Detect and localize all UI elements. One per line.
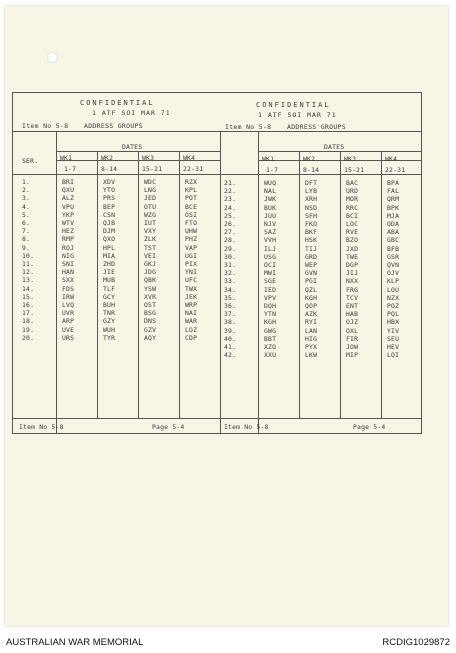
address-group-cell: GCY: [103, 292, 116, 301]
address-group-cell: JXD: [346, 244, 359, 253]
address-group-cell: PGI: [305, 277, 318, 286]
address-group-cell: NXX: [346, 277, 359, 286]
serial-number: 32.: [224, 269, 237, 278]
address-group-cell: IRW: [62, 292, 75, 301]
address-group-cell: PIX: [185, 260, 198, 268]
address-group-cell: JUU: [264, 211, 277, 220]
address-group-cell: UGI: [185, 251, 198, 260]
address-group-cell: HEZ: [62, 227, 75, 236]
address-group-cell: MWI: [264, 269, 277, 278]
address-group-cell: DNS: [144, 317, 157, 326]
serial-number: 19.: [22, 325, 35, 334]
right-classification-title: CONFIDENTIAL: [256, 101, 331, 109]
address-group-cell: WEP: [305, 261, 318, 269]
date-range-header: 15-21: [344, 166, 365, 174]
table-header-rule: [12, 174, 422, 175]
address-group-cell: KGH: [305, 293, 318, 302]
address-group-cell: SFH: [305, 211, 318, 220]
serial-number: 33.: [224, 277, 237, 286]
address-group-cell: SGE: [264, 277, 277, 286]
address-group-cell: ABA: [387, 228, 400, 237]
col-divider: [56, 131, 57, 434]
address-group-cell: MIA: [103, 251, 116, 260]
address-group-cell: OCI: [264, 261, 277, 269]
table-top-rule: [12, 131, 422, 132]
serial-number: 17.: [22, 309, 35, 318]
address-group-cell: LVQ: [62, 301, 75, 309]
serial-number: 42.: [224, 351, 237, 360]
address-group-cell: OST: [144, 301, 157, 309]
address-group-cell: JED: [144, 194, 157, 203]
serial-number: 31.: [224, 261, 237, 269]
address-group-cell: UVE: [62, 325, 75, 334]
address-group-cell: BEP: [103, 202, 116, 211]
serial-number: 27.: [224, 228, 237, 237]
serial-number: 41.: [224, 343, 237, 351]
address-group-cell: ILJ: [264, 244, 277, 253]
col-divider: [340, 151, 341, 418]
address-group-cell: PRS: [103, 194, 116, 203]
address-group-cell: YKP: [62, 210, 75, 219]
address-group-cell: RRC: [346, 203, 359, 212]
serial-number: 9.: [22, 243, 31, 252]
address-group-cell: XZO: [264, 343, 277, 351]
address-group-cell: VPV: [264, 293, 277, 302]
table-footer-rule: [12, 418, 422, 419]
address-group-cell: JIE: [103, 268, 116, 277]
address-group-cell: QRM: [387, 195, 400, 204]
right-footer-item: Item No 5-8: [224, 423, 269, 431]
address-group-cell: MJA: [387, 211, 400, 220]
address-group-cell: WRP: [185, 301, 198, 309]
archive-reference: RCDIG1029872: [382, 637, 450, 648]
date-range-header: 22-31: [385, 166, 406, 174]
address-group-cell: LKW: [305, 351, 318, 360]
left-subtitle: 1 ATF SOI MAR 71: [92, 109, 171, 117]
address-group-cell: GZY: [103, 317, 116, 326]
serial-number: 36.: [224, 302, 237, 310]
address-group-cell: HAN: [62, 268, 75, 277]
address-group-cell: QDA: [387, 220, 400, 228]
left-footer-page: Page 5-4: [152, 423, 185, 431]
address-group-cell: GVN: [305, 269, 318, 278]
serial-number: 6.: [22, 219, 31, 227]
address-group-cell: JEK: [185, 292, 198, 301]
address-group-cell: DFT: [305, 179, 318, 187]
address-group-cell: ROJ: [62, 243, 75, 252]
address-group-cell: FKO: [305, 220, 318, 228]
address-group-cell: NJV: [264, 220, 277, 228]
address-group-cell: FRG: [346, 285, 359, 294]
serial-number: 11.: [22, 260, 35, 268]
address-group-cell: SXX: [62, 276, 75, 285]
right-dates-header: DATES: [324, 143, 345, 151]
serial-number: 34.: [224, 285, 237, 294]
left-footer-item: Item No 5-8: [19, 423, 64, 431]
address-group-cell: UVR: [62, 309, 75, 318]
address-group-cell: ENT: [346, 302, 359, 310]
address-group-cell: GSR: [387, 252, 400, 261]
left-classification-title: CONFIDENTIAL: [80, 99, 155, 107]
address-group-cell: TWE: [346, 252, 359, 261]
serial-number: 22.: [224, 187, 237, 196]
address-group-cell: FDS: [62, 284, 75, 293]
address-group-cell: TWX: [185, 284, 198, 293]
address-group-cell: XXU: [264, 351, 277, 360]
address-group-cell: WAR: [185, 317, 198, 326]
address-group-cell: BPA: [387, 179, 400, 187]
address-group-cell: POT: [185, 194, 198, 203]
address-group-cell: RMP: [62, 235, 75, 244]
address-group-cell: NAI: [185, 309, 198, 318]
address-group-cell: LOC: [346, 220, 359, 228]
address-group-cell: OSI: [185, 210, 198, 219]
week-header: WK2: [101, 154, 114, 162]
serial-number: 1.: [22, 178, 31, 186]
serial-number: 8.: [22, 235, 31, 244]
address-group-cell: OJV: [387, 269, 400, 278]
address-group-cell: UFC: [185, 276, 198, 285]
serial-number: 35.: [224, 293, 237, 302]
address-group-cell: QJB: [103, 219, 116, 227]
date-range-header: 1-7: [64, 165, 77, 173]
address-group-cell: VPU: [62, 202, 75, 211]
address-group-cell: YIV: [387, 326, 400, 335]
address-group-cell: QXU: [62, 186, 75, 195]
address-group-cell: BBT: [264, 334, 277, 343]
address-group-cell: AQY: [144, 333, 157, 342]
address-group-cell: JWK: [264, 195, 277, 204]
right-group-title: ADDRESS GROUPS: [287, 123, 346, 131]
serial-number: 2.: [22, 186, 31, 195]
serial-number: 40.: [224, 334, 237, 343]
address-group-cell: LAN: [305, 326, 318, 335]
address-group-cell: BUK: [264, 203, 277, 212]
archive-institution: AUSTRALIAN WAR MEMORIAL: [6, 637, 144, 648]
address-group-cell: NAL: [264, 187, 277, 196]
address-group-cell: MUB: [103, 276, 116, 285]
address-group-cell: FIR: [346, 334, 359, 343]
week-header: WK4: [385, 155, 398, 163]
address-group-cell: VEI: [144, 251, 157, 260]
address-group-cell: RZX: [185, 178, 198, 186]
week-header: WK1: [60, 154, 73, 162]
address-group-cell: GZV: [144, 325, 157, 334]
serial-number: 30.: [224, 252, 237, 261]
serial-number: 23.: [224, 195, 237, 204]
address-group-cell: JIJ: [346, 269, 359, 278]
address-group-cell: RYI: [305, 318, 318, 327]
address-group-cell: LNG: [144, 186, 157, 195]
address-group-cell: ZHD: [103, 260, 116, 268]
address-group-cell: IED: [264, 285, 277, 294]
address-group-cell: URS: [62, 333, 75, 342]
serial-number: 7.: [22, 227, 31, 236]
address-group-cell: QXO: [103, 235, 116, 244]
address-group-cell: OTU: [144, 202, 157, 211]
serial-number: 14.: [22, 284, 35, 293]
address-group-cell: MOR: [346, 195, 359, 204]
address-group-cell: QOP: [305, 302, 318, 310]
date-range-header: 22-31: [183, 165, 204, 173]
address-group-cell: IUT: [144, 219, 157, 227]
address-group-cell: HAB: [346, 310, 359, 319]
week-header: WK1: [262, 155, 275, 163]
address-group-cell: SEU: [387, 334, 400, 343]
serial-number: 12.: [22, 268, 35, 277]
address-group-cell: LOZ: [185, 325, 198, 334]
address-group-cell: WDC: [144, 178, 157, 186]
serial-number: 13.: [22, 276, 35, 285]
address-group-cell: GRD: [305, 252, 318, 261]
address-group-cell: SAZ: [264, 228, 277, 237]
address-group-cell: WUH: [103, 325, 116, 334]
address-group-cell: TCV: [346, 293, 359, 302]
address-group-cell: XRH: [305, 195, 318, 204]
serial-number: 16.: [22, 301, 35, 309]
serial-number: 37.: [224, 310, 237, 319]
serial-number: 20.: [22, 333, 35, 342]
address-group-cell: TST: [144, 243, 157, 252]
serial-number: 3.: [22, 194, 31, 203]
right-subtitle: 1 ATF SOI MAR 71: [258, 111, 337, 119]
address-group-cell: WZG: [144, 210, 157, 219]
address-group-cell: DGP: [346, 261, 359, 269]
left-item-number: Item No 5-8: [22, 122, 69, 130]
address-group-cell: WUQ: [264, 179, 277, 187]
address-group-cell: XDV: [103, 178, 116, 186]
address-group-cell: BCE: [185, 202, 198, 211]
address-group-cell: GWG: [264, 326, 277, 335]
address-group-cell: TLF: [103, 284, 116, 293]
address-group-cell: ARP: [62, 317, 75, 326]
address-group-cell: HEV: [387, 343, 400, 351]
address-group-cell: MIP: [346, 351, 359, 360]
address-group-cell: LOU: [387, 285, 400, 294]
address-group-cell: SNI: [62, 260, 75, 268]
address-group-cell: BAC: [346, 179, 359, 187]
week-header: WK3: [344, 155, 357, 163]
address-group-cell: YSW: [144, 284, 157, 293]
archive-footer: [0, 633, 456, 653]
address-group-cell: XVR: [144, 292, 157, 301]
date-range-header: 8-14: [303, 166, 320, 174]
address-group-cell: BRI: [62, 178, 75, 186]
address-group-cell: FAL: [387, 187, 400, 196]
address-group-cell: QBK: [144, 276, 157, 285]
address-group-cell: AZK: [305, 310, 318, 319]
address-group-cell: BKF: [305, 228, 318, 237]
address-group-cell: PYX: [305, 343, 318, 351]
week-header: WK4: [183, 154, 196, 162]
address-group-cell: HIG: [305, 334, 318, 343]
address-group-cell: BZO: [346, 236, 359, 245]
col-divider: [138, 151, 139, 418]
serial-number: 10.: [22, 251, 35, 260]
left-group-title: ADDRESS GROUPS: [84, 122, 143, 130]
serial-number: 26.: [224, 220, 237, 228]
address-group-cell: DQH: [264, 302, 277, 310]
date-range-header: 1-7: [266, 166, 279, 174]
address-group-cell: LYB: [305, 187, 318, 196]
address-group-cell: CDP: [185, 333, 198, 342]
date-range-header: 8-14: [101, 165, 118, 173]
address-group-cell: HPL: [103, 243, 116, 252]
address-group-cell: VAP: [185, 243, 198, 252]
punch-hole: [47, 52, 58, 63]
col-divider: [179, 151, 180, 418]
col-divider: [258, 131, 259, 434]
address-group-cell: WTV: [62, 219, 75, 227]
address-group-cell: HBX: [387, 318, 400, 327]
address-group-cell: DJM: [103, 227, 116, 236]
col-divider: [97, 151, 98, 418]
right-footer-page: Page 5-4: [353, 423, 386, 431]
left-dates-header: DATES: [122, 143, 143, 151]
address-group-cell: KPL: [185, 186, 198, 195]
address-group-cell: VVH: [264, 236, 277, 245]
address-group-cell: RVE: [346, 228, 359, 237]
address-group-cell: QVN: [387, 261, 400, 269]
address-group-cell: ALZ: [62, 194, 75, 203]
address-group-cell: GBC: [387, 236, 400, 245]
address-group-cell: GKJ: [144, 260, 157, 268]
serial-number: 29.: [224, 244, 237, 253]
week-header: WK2: [303, 155, 316, 163]
date-range-header: 15-21: [142, 165, 163, 173]
serial-number: 5.: [22, 210, 31, 219]
serial-number: 4.: [22, 202, 31, 211]
address-group-cell: USG: [264, 252, 277, 261]
col-divider: [220, 131, 221, 434]
address-group-cell: JDG: [144, 268, 157, 277]
ser-header: SER.: [22, 157, 39, 165]
serial-number: 18.: [22, 317, 35, 326]
address-group-cell: YTO: [103, 186, 116, 195]
address-group-cell: QZL: [305, 285, 318, 294]
address-group-cell: NZX: [387, 293, 400, 302]
address-group-cell: BPK: [387, 203, 400, 212]
address-group-cell: BUH: [103, 301, 116, 309]
address-group-cell: FTO: [185, 219, 198, 227]
serial-number: 38.: [224, 318, 237, 327]
serial-number: 24.: [224, 203, 237, 212]
address-group-cell: HSK: [305, 236, 318, 245]
address-group-cell: TNR: [103, 309, 116, 318]
address-group-cell: OJZ: [346, 318, 359, 327]
address-group-cell: TYR: [103, 333, 116, 342]
address-group-cell: UHW: [185, 227, 198, 236]
address-group-cell: PHZ: [185, 235, 198, 244]
address-group-cell: OXL: [346, 326, 359, 335]
address-group-cell: NSD: [305, 203, 318, 212]
serial-number: 21.: [224, 179, 237, 187]
serial-number: 15.: [22, 292, 35, 301]
address-group-cell: BFB: [387, 244, 400, 253]
address-group-cell: KGH: [264, 318, 277, 327]
address-group-cell: CSN: [103, 210, 116, 219]
serial-number: 25.: [224, 211, 237, 220]
right-item-number: Item No 5-8: [225, 123, 272, 131]
col-divider: [381, 151, 382, 418]
address-group-cell: BCI: [346, 211, 359, 220]
address-group-cell: YTN: [264, 310, 277, 319]
serial-number: 28.: [224, 236, 237, 245]
col-divider: [299, 151, 300, 418]
address-group-cell: URD: [346, 187, 359, 196]
address-group-cell: VXY: [144, 227, 157, 236]
week-header: WK3: [142, 154, 155, 162]
address-group-cell: LQI: [387, 351, 400, 360]
address-group-cell: JOW: [346, 343, 359, 351]
address-group-cell: YNI: [185, 268, 198, 277]
address-group-cell: KLP: [387, 277, 400, 286]
address-group-cell: BSG: [144, 309, 157, 318]
address-group-cell: TIJ: [305, 244, 318, 253]
address-group-cell: NIG: [62, 251, 75, 260]
address-group-cell: POZ: [387, 302, 400, 310]
address-group-cell: ZLK: [144, 235, 157, 244]
address-group-cell: PQL: [387, 310, 400, 319]
serial-number: 39.: [224, 326, 237, 335]
